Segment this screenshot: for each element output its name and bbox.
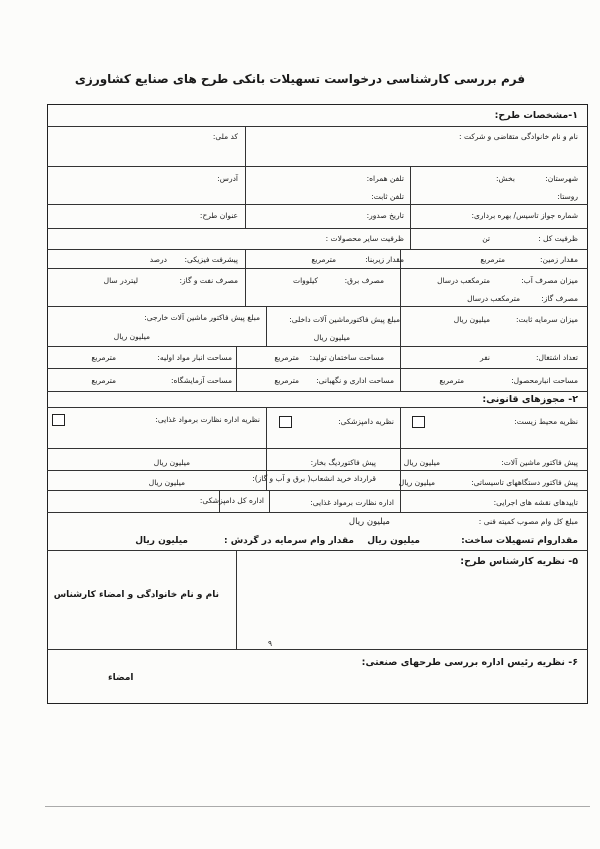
- branch-contract-label: قرارداد خرید انشعاب( برق و آب و گاز):: [252, 474, 376, 483]
- person-unit: نفر: [479, 353, 490, 362]
- row-divider: [47, 249, 588, 250]
- col-divider: [245, 249, 246, 306]
- row-divider: [47, 268, 588, 269]
- row-divider: [47, 306, 588, 307]
- section5-heading: ۵- نظریه کارشناس طرح:: [460, 556, 578, 567]
- village-label: روستا:: [557, 192, 578, 201]
- col-divider: [266, 306, 267, 346]
- col-divider: [400, 407, 401, 448]
- gas-usage-unit: مترمکعب درسال: [467, 294, 520, 303]
- gas-usage-label: مصرف گاز:: [541, 294, 578, 303]
- col-divider: [245, 166, 246, 204]
- city-label: شهرستان:: [545, 174, 578, 183]
- veterinary-opinion-label: نظریه دامپزشکی:: [338, 417, 394, 426]
- col-divider: [245, 126, 246, 166]
- row-divider: [47, 368, 588, 369]
- domestic-machinery-label: مبلغ پیش فاکتورماشین آلات داخلی:: [289, 315, 400, 324]
- other-products-capacity-label: ظرفیت سایر محصولات :: [325, 234, 404, 243]
- building-area-label: مقدار زیربنا:: [365, 255, 404, 264]
- foreign-machinery-unit: میلیون ریال: [113, 332, 150, 341]
- environment-opinion-label: نظریه محیط زیست:: [514, 417, 578, 426]
- technical-committee-amount-unit: میلیون ریال: [348, 517, 390, 527]
- row-divider: [47, 448, 588, 449]
- row-divider: [47, 490, 588, 491]
- col-divider: [266, 448, 267, 490]
- veterinary-general-office-label: اداره کل دامپزشکی:: [199, 496, 264, 505]
- col-divider: [410, 166, 411, 204]
- liter-per-year-unit: لیتردر سال: [103, 276, 138, 285]
- ton-unit: تن: [482, 234, 490, 243]
- veterinary-opinion-checkbox[interactable]: [279, 416, 292, 428]
- land-area-label: مقدار زمین:: [540, 255, 578, 264]
- construction-loan-label: مقداروام تسهیلات ساخت:: [461, 536, 578, 546]
- plan-approvals-label: تاییدهای نقشه های اجرایی:: [493, 498, 578, 507]
- facility-devices-invoice-label: پیش فاکتور دستگاههای تاسیساتی:: [471, 478, 578, 487]
- row-divider: [47, 391, 588, 392]
- expert-signature-label: نام و نام خانوادگی و امضاء کارشناس: [53, 590, 219, 600]
- national-code-label: کد ملی:: [212, 132, 238, 141]
- col-divider: [400, 490, 401, 512]
- section1-heading: ۱-مشخصات طرح:: [494, 110, 578, 121]
- physical-progress-label: پیشرفت فیزیکی:: [184, 255, 238, 264]
- issue-date-label: تاریخ صدور:: [366, 211, 404, 220]
- landline-label: تلفن ثابت:: [371, 192, 404, 201]
- applicant-name-label: نام و نام خانوادگی متقاضی و شرکت :: [459, 132, 578, 141]
- col-divider: [245, 204, 246, 228]
- building-area-unit: مترمربع: [311, 255, 336, 264]
- row-divider: [47, 126, 588, 127]
- row-divider: [47, 649, 588, 650]
- working-capital-loan-label: مقدار وام سرمایه در گردش :: [224, 536, 354, 546]
- col-divider: [400, 346, 401, 391]
- col-divider: [236, 346, 237, 391]
- row-divider: [47, 550, 588, 551]
- section2-heading: ۲- مجوزهای قانونی:: [482, 394, 578, 405]
- col-divider: [410, 204, 411, 228]
- lab-area-unit: مترمربع: [91, 376, 116, 385]
- machinery-invoice-unit: میلیون ریال: [403, 458, 440, 467]
- employment-label: تعداد اشتغال:: [536, 353, 578, 362]
- food-supervision-opinion-checkbox[interactable]: [52, 414, 65, 426]
- fixed-capital-unit: میلیون ریال: [453, 315, 490, 324]
- water-usage-unit: مترمکعب درسال: [437, 276, 490, 285]
- water-usage-label: میزان مصرف آب:: [521, 276, 578, 285]
- row-divider: [47, 512, 588, 513]
- district-label: بخش:: [495, 174, 515, 183]
- boiler-invoice-unit: میلیون ریال: [153, 458, 190, 467]
- boiler-invoice-label: پیش فاکتوردیگ بخار:: [310, 458, 376, 467]
- environment-opinion-checkbox[interactable]: [412, 416, 425, 428]
- oil-gas-usage-label: مصرف نفت و گاز:: [179, 276, 238, 285]
- electricity-usage-label: مصرف برق:: [344, 276, 384, 285]
- page-bottom-line: [45, 806, 590, 807]
- construction-loan-unit: میلیون ریال: [367, 536, 420, 546]
- col-divider: [266, 407, 267, 448]
- row-divider: [47, 166, 588, 167]
- working-capital-loan-unit: میلیون ریال: [135, 536, 188, 546]
- admin-guard-area-label: مساحت اداری و نگهبانی:: [316, 376, 394, 385]
- page-mark: ۹: [268, 639, 273, 648]
- lab-area-label: مساحت آزمایشگاه:: [170, 376, 232, 385]
- raw-material-storage-unit: مترمربع: [91, 353, 116, 362]
- form-title: فرم بررسی کارشناسی درخواست تسهیلات بانکی طرح های صنایع کشاورزی: [74, 72, 526, 86]
- product-storage-unit: مترمربع: [439, 376, 464, 385]
- total-capacity-label: ظرفیت کل :: [538, 234, 578, 243]
- admin-guard-area-unit: مترمربع: [274, 376, 299, 385]
- kilowatt-unit: کیلووات: [293, 276, 318, 285]
- project-title-label: عنوان طرح:: [199, 211, 238, 220]
- food-supervision-opinion-label: نظریه اداره نظارت برمواد غذایی:: [155, 415, 260, 424]
- percent-unit: درصد: [149, 255, 167, 264]
- branch-contract-unit: میلیون ریال: [148, 478, 185, 487]
- food-supervision-office-label: اداره نظارت برمواد غذایی:: [310, 498, 394, 507]
- row-divider: [47, 204, 588, 205]
- fixed-capital-label: میزان سرمایه ثابت:: [516, 315, 578, 324]
- production-building-area-label: مساحت ساختمان تولید:: [309, 353, 384, 362]
- machinery-invoice-label: پیش فاکتور ماشین آلات:: [501, 458, 578, 467]
- row-divider: [47, 346, 588, 347]
- product-storage-label: مساحت انبارمحصول:: [511, 376, 578, 385]
- mobile-label: تلفن همراه:: [366, 174, 404, 183]
- facility-devices-invoice-unit: میلیون ریال: [398, 478, 435, 487]
- col-divider: [236, 550, 237, 649]
- license-number-label: شماره جواز تاسیس/ بهره برداری:: [471, 211, 578, 220]
- col-divider: [410, 228, 411, 249]
- col-divider: [400, 306, 401, 346]
- col-divider: [269, 490, 270, 512]
- row-divider: [47, 407, 588, 408]
- raw-material-storage-label: مساحت انبار مواد اولیه:: [157, 353, 232, 362]
- foreign-machinery-label: مبلغ پیش فاکتور ماشین آلات خارجی:: [144, 313, 260, 322]
- address-label: آدرس:: [217, 174, 238, 183]
- domestic-machinery-unit: میلیون ریال: [313, 333, 350, 342]
- land-area-unit: مترمربع: [480, 255, 505, 264]
- technical-committee-amount-label: مبلغ کل وام مصوب کمیته فنی :: [478, 517, 578, 526]
- section6-heading: ۶- نظریه رئیس اداره بررسی طرحهای صنعتی:: [361, 657, 578, 668]
- row-divider: [47, 470, 588, 471]
- row-divider: [47, 228, 588, 229]
- signature-label: امضاء: [108, 673, 134, 683]
- production-building-area-unit: مترمربع: [274, 353, 299, 362]
